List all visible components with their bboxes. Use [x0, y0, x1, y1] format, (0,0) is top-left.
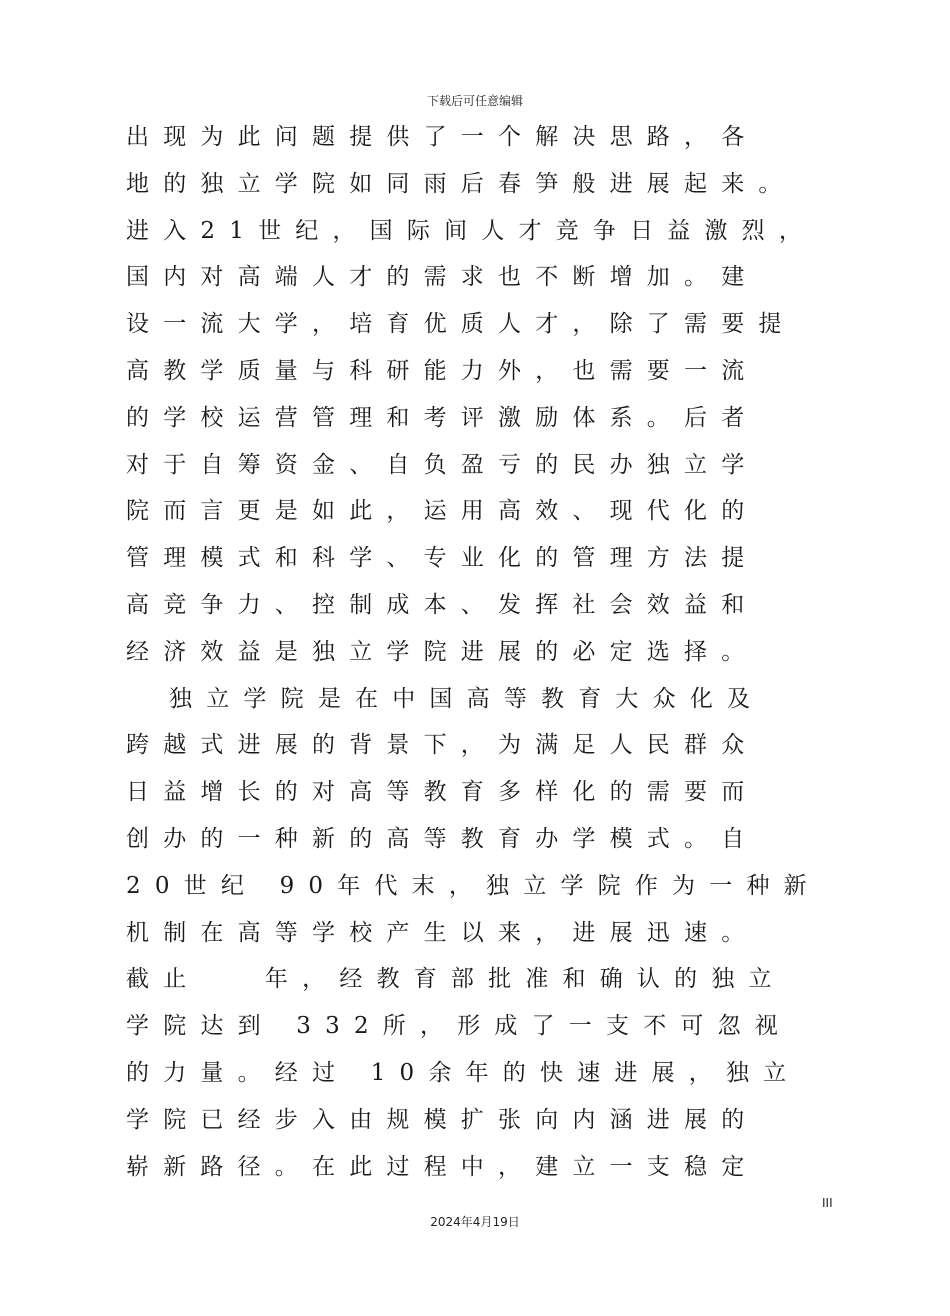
text-line: 对于自筹资金、自负盈亏的民办独立学 [126, 451, 759, 478]
footer-date: 2024年4月19日 [430, 1215, 520, 1229]
text-line: 截止 年，经教育部批准和确认的独立 [126, 966, 786, 993]
text-line: 出现为此问题提供了一个解决思路，各 [126, 124, 759, 150]
text-line: 20世纪 90年代末，独立学院作为一种新 [126, 872, 821, 899]
text-line: 设一流大学，培育优质人才，除了需要提 [126, 311, 796, 338]
page-number: III [822, 1196, 833, 1210]
text-line: 独立学院是在中国高等教育大众化及 [126, 685, 765, 712]
text-line: 的学校运营管理和考评激励体系。后者 [126, 404, 759, 431]
text-line: 跨越式进展的背景下，为满足人民群众 [126, 732, 759, 759]
page-header: 下载后可任意编辑 [426, 94, 523, 108]
body-text [126, 114, 846, 1190]
text-line: 管理模式和科学、专业化的管理方法提 [126, 545, 759, 572]
text-line: 学院达到 332所，形成了一支不可忽视 [126, 1013, 793, 1040]
text-line: 的力量。经过 10余年的快速进展，独立 [126, 1059, 801, 1086]
text-line: 学院已经步入由规模扩张向内涵进展的 [126, 1106, 759, 1133]
text-line: 创办的一种新的高等教育办学模式。自 [126, 825, 759, 852]
text-line: 机制在高等学校产生以来，进展迅速。 [126, 919, 759, 946]
text-line: 崭新路径。在此过程中，建立一支稳定 [126, 1153, 759, 1180]
text-line: 院而言更是如此，运用高效、现代化的 [126, 498, 759, 525]
text-line: 高教学质量与科研能力外，也需要一流 [126, 357, 759, 384]
text-line: 地的独立学院如同雨后春笋般进展起来。 [126, 170, 796, 197]
text-line: 高竞争力、控制成本、发挥社会效益和 [126, 591, 759, 618]
text-line: 国内对高端人才的需求也不断增加。建 [126, 264, 759, 291]
text-line: 经济效益是独立学院进展的必定选择。 [126, 638, 759, 665]
text-line: 进入21世纪，国际间人才竞争日益激烈， [126, 217, 817, 244]
text-line: 日益增长的对高等教育多样化的需要而 [126, 779, 759, 806]
